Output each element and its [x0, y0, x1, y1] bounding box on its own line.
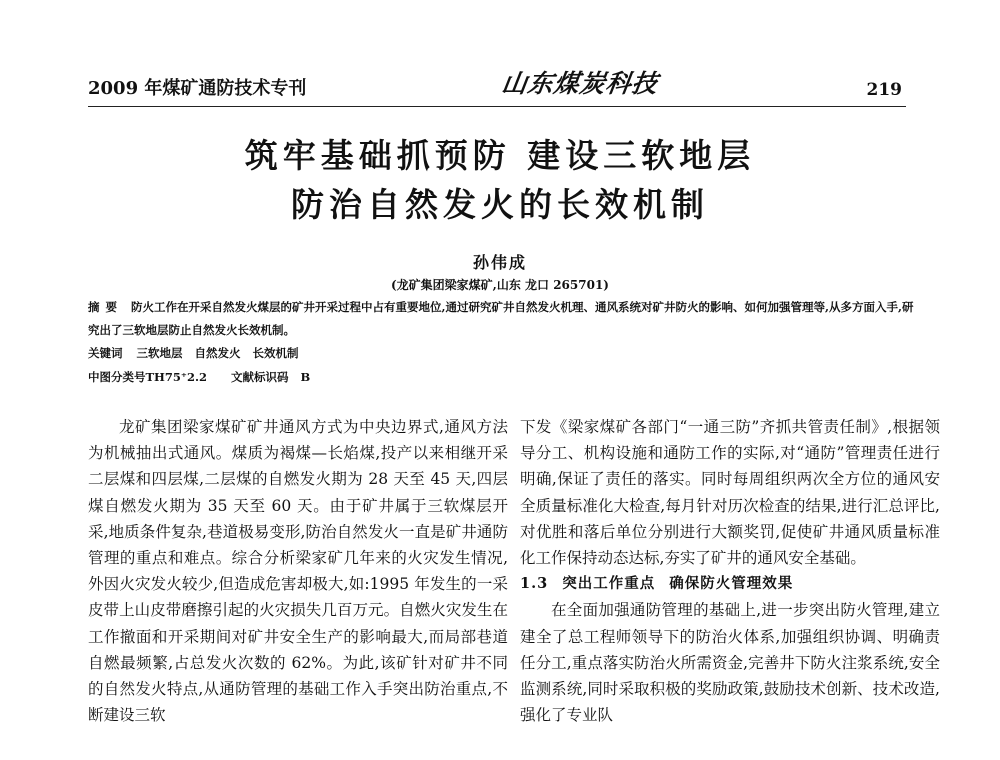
keywords: [88, 342, 916, 365]
keyword: 长效机制: [252, 346, 299, 360]
author-name: 孙伟成: [472, 253, 527, 272]
abstract-text: 防火工作在开采自然发火煤层的矿井开采过程中占有重要地位,通过研究矿井自然发火机理、通风系统对矿井防火的影响、如何加强管理等,从多方面入手,研究出了三软地层防止自然发火长效机制。: [88, 300, 914, 337]
classification: [88, 366, 916, 389]
classification-value: TH75⁺2.2: [145, 370, 208, 384]
section-heading: [520, 571, 940, 597]
journal-name: 2009 年煤矿通防技术专刊: [88, 78, 307, 99]
section-title-part: 突出工作重点: [562, 575, 656, 593]
page-number: 219: [866, 80, 902, 100]
body-right-column: [520, 414, 940, 728]
keyword: 三软地层: [136, 346, 183, 360]
author-affiliation: (龙矿集团梁家煤矿,山东 龙口 265701): [391, 278, 609, 292]
doc-code-label: 文献标识码: [231, 370, 289, 384]
body-paragraph: 在全面加强通防管理的基础上,进一步突出防火管理,建立建全了总工程师领导下的防治火体系,加强组织协调、明确责任分工,重点落实防治火所需资金,完善井下防火注浆系统,安全监测系统,同时采取积极的奖励政策,鼓励技术创新、技术改造,强化了专业队: [520, 601, 940, 725]
paper-title-line-2: 防治自然发火的长效机制: [291, 185, 709, 224]
paper-title-line-1: 筑牢基础抓预防 建设三软地层: [244, 136, 756, 175]
abstract: [88, 296, 916, 342]
abstract-label: 摘要: [88, 300, 123, 314]
keywords-label: 关键词: [88, 346, 123, 360]
body-left-column: [88, 414, 508, 728]
classification-label: 中图分类号: [88, 370, 146, 384]
section-number: 1.3: [520, 575, 549, 593]
page-header: [88, 62, 906, 107]
doc-code: B: [300, 370, 311, 384]
journal-logo: 山东煤炭科技: [499, 69, 660, 98]
body-paragraph: 龙矿集团梁家煤矿矿井通风方式为中央边界式,通风方法为机械抽出式通风。煤质为褐煤—长焰煤,投产以来相继开采二层煤和四层煤,二层煤的自燃发火期为 28 天至 45 天,四层煤自燃发火期为 35 天至 60 天。由于矿井属于三软煤层开采,地质条件复杂,巷道极易变形,防治自然发火一直是矿井通防管理的重点和难点。综合分析梁家矿几年来的火灾发生情况,外因火灾发火较少,但造成危害却极大,如:1995 年发生的一采皮带上山皮带磨擦引起的火灾损失几百万元。自燃火灾发生在工作撤面和开采期间对矿井安全生产的影响最大,而局部巷道自燃最频繁,占总发火次数的 62%。为此,该矿针对矿井不同的自然发火特点,从通防管理的基础工作入手突出防治重点,不断建设三软: [88, 418, 508, 725]
body-paragraph: 下发《梁家煤矿各部门“一通三防”齐抓共管责任制》,根据领导分工、机构设施和通防工作的实际,对“通防”管理责任进行明确,保证了责任的落实。同时每周组织两次全方位的通风安全质量标准化大检查,每月针对历次检查的结果,进行汇总评比,对优胜和落后单位分别进行大额奖罚,促使矿井通风质量标准化工作保持动态达标,夯实了矿井的通风安全基础。: [520, 418, 940, 568]
section-title-part: 确保防火管理效果: [669, 575, 794, 593]
keyword: 自然发火: [194, 346, 241, 360]
